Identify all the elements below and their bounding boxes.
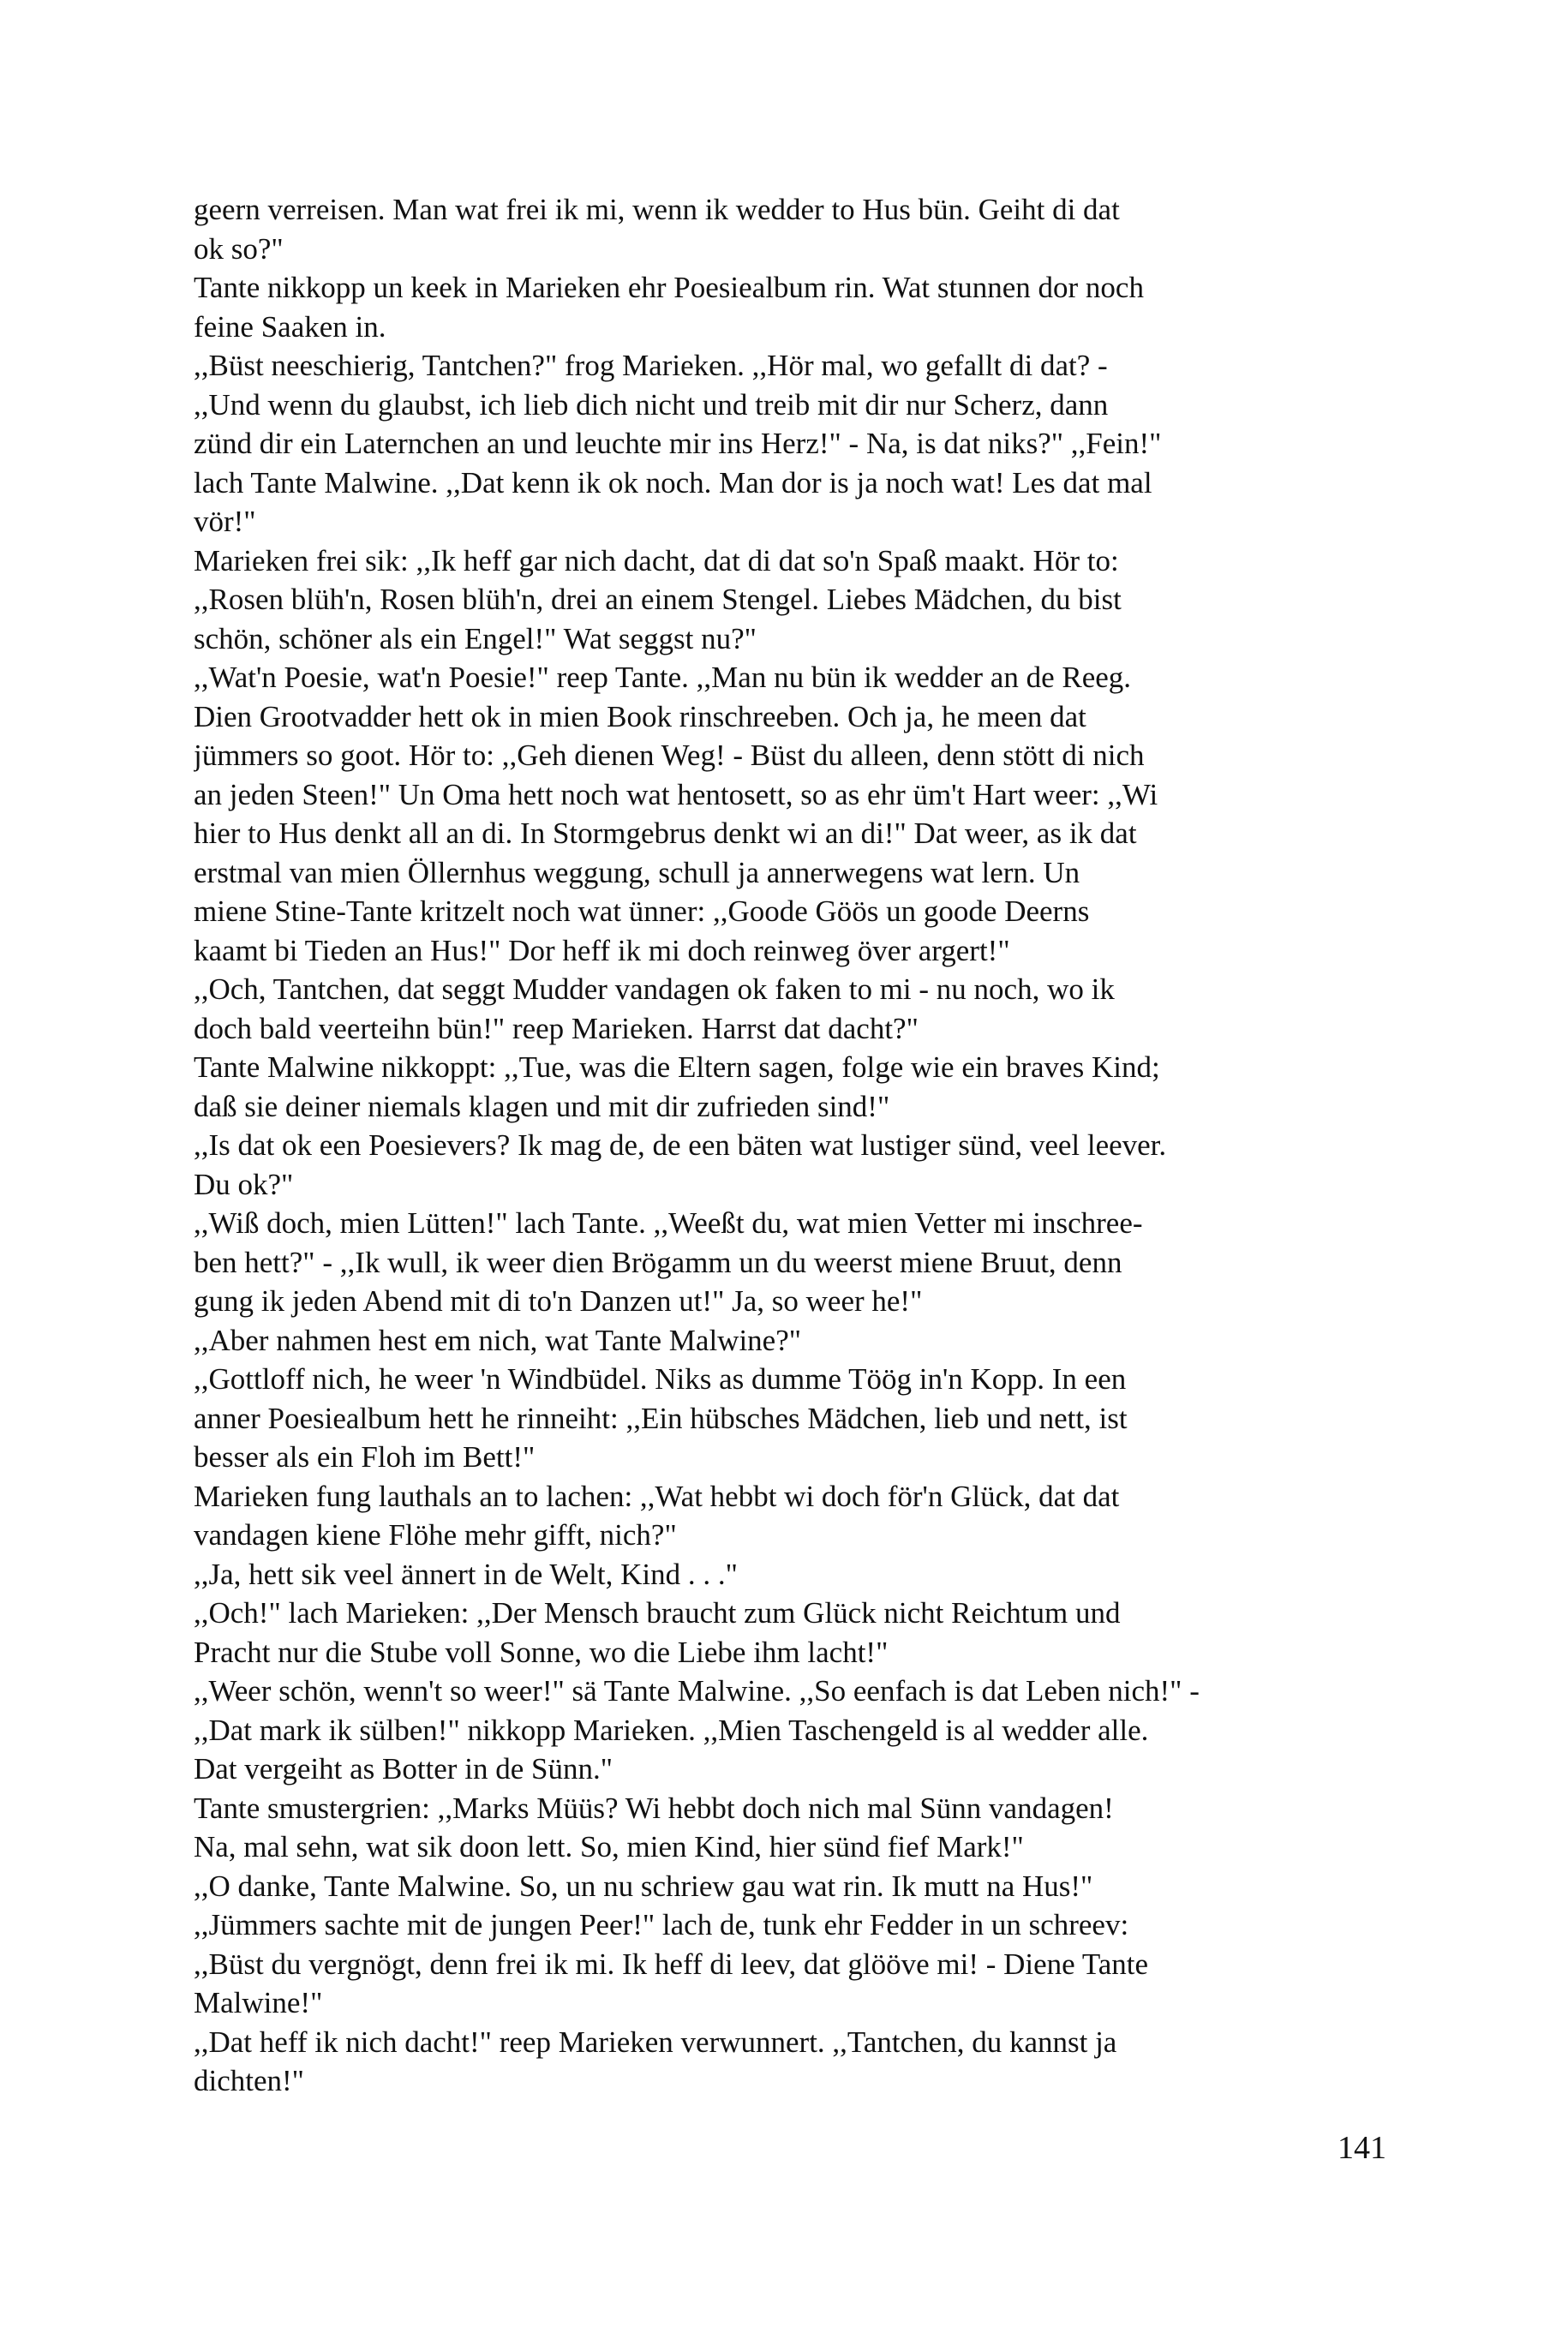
text-line: vör!" [194, 505, 256, 538]
text-line: ,,Jümmers sachte mit de jungen Peer!" lach de, tunk ehr Fedder in un schreev: [194, 1908, 1129, 1941]
text-line: dichten!" [194, 2064, 304, 2097]
text-line: jümmers so goot. Hör to: ,,Geh dienen Weg! - Büst du alleen, denn stött di nich [194, 739, 1145, 772]
text-line: ,,Is dat ok een Poesievers? Ik mag de, de een bäten wat lustiger sünd, veel leever. [194, 1128, 1167, 1162]
text-line: gung ik jeden Abend mit di to'n Danzen ut!" Ja, so weer he!" [194, 1284, 923, 1318]
text-line: hier to Hus denkt all an di. In Stormgebrus denkt wi an di!" Dat weer, as ik dat [194, 817, 1137, 850]
text-line: miene Stine-Tante kritzelt noch wat ünner: ,,Goode Göös un goode Deerns [194, 894, 1090, 928]
text-line: ben hett?" - ,,Ik wull, ik weer dien Brögamm un du weerst miene Bruut, denn [194, 1245, 1122, 1279]
text-line: zünd dir ein Laternchen an und leuchte mir ins Herz!" - Na, is dat niks?" ,,Fein!" [194, 427, 1162, 460]
text-line: besser als ein Floh im Bett!" [194, 1440, 536, 1474]
text-line: ,,Ja, hett sik veel ännert in de Welt, Kind . . ." [194, 1557, 738, 1591]
text-line: ,,Dat mark ik sülben!" nikkopp Marieken. ,,Mien Taschengeld is al wedder alle. [194, 1713, 1149, 1747]
text-line: anner Poesiealbum hett he rinneiht: ,,Ein hübsches Mädchen, lieb und nett, ist [194, 1401, 1128, 1435]
text-line: Tante smustergrien: ,,Marks Müüs? Wi hebbt doch nich mal Sünn vandagen! [194, 1791, 1114, 1825]
text-line: Dat vergeiht as Botter in de Sünn." [194, 1752, 613, 1786]
page-body [194, 190, 1390, 2101]
text-line: Marieken fung lauthals an to lachen: ,,Wat hebbt wi doch för'n Glück, dat dat [194, 1479, 1120, 1513]
text-line: Malwine!" [194, 1986, 323, 2019]
text-line: ,,Och!" lach Marieken: ,,Der Mensch braucht zum Glück nicht Reichtum und [194, 1596, 1121, 1630]
page-number: 141 [1338, 2130, 1386, 2166]
text-line: ,,O danke, Tante Malwine. So, un nu schriew gau wat rin. Ik mutt na Hus!" [194, 1869, 1093, 1903]
text-line: ,,Och, Tantchen, dat seggt Mudder vandagen ok faken to mi - nu noch, wo ik [194, 972, 1115, 1006]
text-line: ,,Büst neeschierig, Tantchen?" frog Marieken. ,,Hör mal, wo gefallt di dat? - [194, 349, 1108, 382]
text-line: Na, mal sehn, wat sik doon lett. So, mien Kind, hier sünd fief Mark!" [194, 1830, 1024, 1863]
text-line: Pracht nur die Stube voll Sonne, wo die Liebe ihm lacht!" [194, 1635, 889, 1669]
text-line: Marieken frei sik: ,,Ik heff gar nich dacht, dat di dat so'n Spaß maakt. Hör to: [194, 543, 1119, 577]
text-line: ,,Büst du vergnögt, denn frei ik mi. Ik heff di leev, dat glööve mi! - Diene Tante [194, 1947, 1149, 1981]
text-line: lach Tante Malwine. ,,Dat kenn ik ok noch. Man dor is ja noch wat! Les dat mal [194, 465, 1152, 499]
text-line: ,,Weer schön, wenn't so weer!" sä Tante Malwine. ,,So eenfach is dat Leben nich!" - [194, 1674, 1200, 1708]
text-line: ,,Wiß doch, mien Lütten!" lach Tante. ,,Weeßt du, wat mien Vetter mi inschree- [194, 1206, 1143, 1240]
text-line: Tante Malwine nikkoppt: ,,Tue, was die Eltern sagen, folge wie ein braves Kind; [194, 1050, 1160, 1084]
text-line: Tante nikkopp un keek in Marieken ehr Poesiealbum rin. Wat stunnen dor noch [194, 271, 1144, 304]
text-line: ,,Und wenn du glaubst, ich lieb dich nicht und treib mit dir nur Scherz, dann [194, 387, 1109, 422]
text-line: daß sie deiner niemals klagen und mit dir zufrieden sind!" [194, 1089, 890, 1123]
text-line: feine Saaken in. [194, 309, 386, 344]
text-line: ,,Aber nahmen hest em nich, wat Tante Malwine?" [194, 1323, 802, 1357]
text-line: ,,Gottloff nich, he weer 'n Windbüdel. Niks as dumme Töög in'n Kopp. In een [194, 1362, 1127, 1396]
text-line: ,,Rosen blüh'n, Rosen blüh'n, drei an einem Stengel. Liebes Mädchen, du bist [194, 583, 1122, 616]
text-line: ,,Dat heff ik nich dacht!" reep Marieken verwunnert. ,,Tantchen, du kannst ja [194, 2025, 1117, 2059]
text-line: doch bald veerteihn bün!" reep Marieken. Harrst dat dacht?" [194, 1011, 919, 1045]
text-line: vandagen kiene Flöhe mehr gifft, nich?" [194, 1518, 677, 1552]
text-line: an jeden Steen!" Un Oma hett noch wat hentosett, so as ehr üm't Hart weer: ,,Wi [194, 777, 1158, 811]
text-line: Du ok?" [194, 1167, 294, 1201]
text-line: erstmal van mien Öllernhus weggung, schull ja annerwegens wat lern. Un [194, 855, 1080, 889]
text-line: ok so?" [194, 231, 284, 266]
text-line: geern verreisen. Man wat frei ik mi, wenn ik wedder to Hus bün. Geiht di dat [194, 193, 1120, 226]
text-line: ,,Wat'n Poesie, wat'n Poesie!" reep Tante. ,,Man nu bün ik wedder an de Reeg. [194, 661, 1132, 694]
text-line: kaamt bi Tieden an Hus!" Dor heff ik mi doch reinweg över argert!" [194, 933, 1010, 967]
text-line: schön, schöner als ein Engel!" Wat seggst nu?" [194, 621, 757, 655]
text-line: Dien Grootvadder hett ok in mien Book rinschreeben. Och ja, he meen dat [194, 699, 1086, 733]
